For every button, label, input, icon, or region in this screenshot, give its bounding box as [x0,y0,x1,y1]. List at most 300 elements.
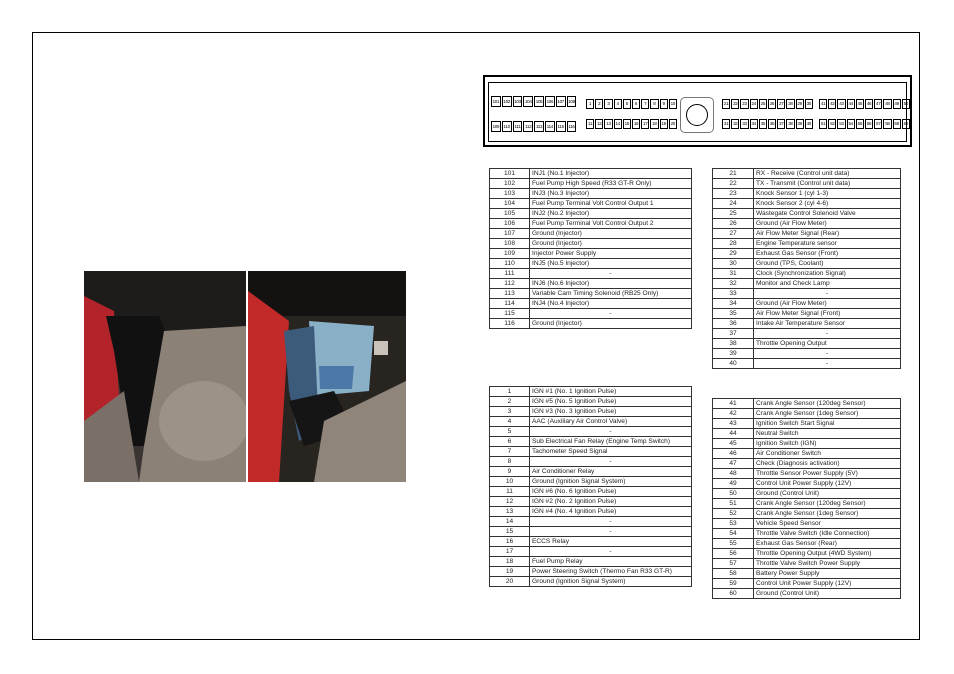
pin-number: 10 [490,477,530,487]
pin-description: ECCS Relay [530,537,692,547]
table-row [713,269,901,279]
table-row [713,359,901,369]
connector-pin: 3 [604,99,612,109]
table-row [713,519,901,529]
pin-number: 110 [490,259,530,269]
connector-pin: 38 [786,119,794,129]
pin-number: 6 [490,437,530,447]
pin-row [722,99,813,109]
pin-number: 26 [713,219,754,229]
pin-number: 113 [490,289,530,299]
pin-description: Clock (Synchronization Signal) [754,269,901,279]
connector-pin: 25 [759,99,767,109]
connector-pin: 41 [819,99,827,109]
pin-description: Ground (Injector) [530,319,692,329]
pin-description: Crank Angle Sensor (120deg Sensor) [754,499,901,509]
pin-description: Air Flow Meter Signal (Front) [754,309,901,319]
connector-pin: 57 [874,119,882,129]
connector-pin: 20 [669,119,677,129]
pin-number: 50 [713,489,754,499]
table-row [713,439,901,449]
connector-pin: 35 [759,119,767,129]
pin-description: Crank Angle Sensor (1deg Sensor) [754,509,901,519]
pin-table-101-116 [489,168,692,329]
pin-row [819,119,910,129]
pin-description: Check (Diagnosis activation) [754,459,901,469]
table-row [490,239,692,249]
pin-number: 35 [713,309,754,319]
connector-pin: 53 [837,119,845,129]
table-row [713,469,901,479]
connector-pin: 16 [632,119,640,129]
connector-pin: 24 [750,99,758,109]
connector-pin: 47 [874,99,882,109]
pin-number: 55 [713,539,754,549]
pin-number: 19 [490,567,530,577]
pin-number: 109 [490,249,530,259]
table-row [490,457,692,467]
pin-description: Exhaust Gas Sensor (Rear) [754,539,901,549]
connector-pin: 101 [491,96,501,107]
connector-pin: 107 [556,96,566,107]
pin-description: Ground (Ignition Signal System) [530,477,692,487]
pin-description: IGN #6 (No. 6 Ignition Pulse) [530,487,692,497]
pin-description: Fuel Pump High Speed (R33 GT-R Only) [530,179,692,189]
pin-number: 105 [490,209,530,219]
connector-pin: 52 [828,119,836,129]
connector-pin: 8 [650,99,658,109]
pin-description: Air Conditioner Relay [530,467,692,477]
pin-description: IGN #1 (No. 1 Ignition Pulse) [530,387,692,397]
pin-row [586,119,677,129]
table-row [713,549,901,559]
table-row [490,319,692,329]
connector-pin: 19 [660,119,668,129]
pin-number: 40 [713,359,754,369]
table-row [713,189,901,199]
pin-description: INJ3 (No.3 Injector) [530,189,692,199]
connector-pin: 42 [828,99,836,109]
pin-description: Neutral Switch [754,429,901,439]
table-row [490,249,692,259]
table-row [713,569,901,579]
pin-description: Knock Sensor 2 (cyl 4-6) [754,199,901,209]
table-row [490,199,692,209]
pin-number: 58 [713,569,754,579]
pin-number: 112 [490,279,530,289]
pin-number: 12 [490,497,530,507]
connector-pin: 103 [513,96,523,107]
connector-pin: 6 [632,99,640,109]
pin-description: Throttle Opening Output [754,339,901,349]
pin-row [722,119,813,129]
table-row [713,259,901,269]
table-row [713,499,901,509]
connector-pin: 105 [534,96,544,107]
table-row [490,417,692,427]
table-row [713,429,901,439]
pin-description: TX - Transmit (Control unit data) [754,179,901,189]
pin-description: INJ6 (No.6 Injector) [530,279,692,289]
pin-number: 14 [490,517,530,527]
pin-number: 54 [713,529,754,539]
table-row [713,419,901,429]
pin-number: 38 [713,339,754,349]
connector-pin: 32 [731,119,739,129]
table-row [490,557,692,567]
pin-number: 45 [713,439,754,449]
connector-pin: 46 [865,99,873,109]
table-row [490,477,692,487]
table-row [713,559,901,569]
connector-pin: 33 [740,119,748,129]
connector-pin: 45 [856,99,864,109]
pin-description: Exhaust Gas Sensor (Front) [754,249,901,259]
table-row [713,349,901,359]
pin-description: Throttle Sensor Power Supply (5V) [754,469,901,479]
pin-description: Vehicle Speed Sensor [754,519,901,529]
pin-number: 37 [713,329,754,339]
pin-description: Fuel Pump Terminal Volt Control Output 1 [530,199,692,209]
table-row [713,589,901,599]
pin-description: Air Flow Meter Signal (Rear) [754,229,901,239]
table-row [713,179,901,189]
connector-pin: 13 [604,119,612,129]
table-row [490,507,692,517]
connector-pin: 110 [502,121,512,132]
connector-pin: 109 [491,121,501,132]
pin-number: 17 [490,547,530,557]
connector-pin: 56 [865,119,873,129]
pin-description: - [754,329,901,339]
pin-description: - [530,547,692,557]
pin-number: 20 [490,577,530,587]
connector-pin: 113 [534,121,544,132]
table-row [490,437,692,447]
connector-pin: 114 [545,121,555,132]
table-row [713,489,901,499]
pin-number: 60 [713,589,754,599]
table-row [490,497,692,507]
pin-number: 116 [490,319,530,329]
connector-pin: 50 [902,99,910,109]
table-row [713,579,901,589]
connector-pin: 34 [750,119,758,129]
pin-description: Ground (Injector) [530,229,692,239]
connector-pin: 26 [768,99,776,109]
connector-pin: 54 [847,119,855,129]
table-row [490,209,692,219]
pin-description: Crank Angle Sensor (1deg Sensor) [754,409,901,419]
table-row [490,487,692,497]
pin-description: - [530,527,692,537]
pin-number: 104 [490,199,530,209]
connector-pin: 27 [777,99,785,109]
connector-pin: 44 [847,99,855,109]
table-row [490,547,692,557]
pin-description: Power Steering Switch (Thermo Fan R33 GT-R) [530,567,692,577]
table-row [490,219,692,229]
pin-number: 49 [713,479,754,489]
table-row [490,567,692,577]
table-row [713,449,901,459]
pin-description: - [530,517,692,527]
connector-pin: 31 [722,119,730,129]
pin-number: 42 [713,409,754,419]
connector-pin: 112 [523,121,533,132]
connector-pin: 37 [777,119,785,129]
table-row [713,239,901,249]
table-row [713,539,901,549]
pin-description: - [754,349,901,359]
table-row [713,339,901,349]
pin-number: 41 [713,399,754,409]
pin-description: Tachometer Speed Signal [530,447,692,457]
table-row [713,209,901,219]
pin-number: 111 [490,269,530,279]
pin-number: 44 [713,429,754,439]
pin-description: Ground (Ignition Signal System) [530,577,692,587]
connector-pin: 12 [595,119,603,129]
pin-number: 29 [713,249,754,259]
pin-number: 1 [490,387,530,397]
pin-number: 47 [713,459,754,469]
connector-bolt-icon [686,104,708,126]
pin-description: AAC (Auxiliary Air Control Valve) [530,417,692,427]
pin-description: INJ1 (No.1 Injector) [530,169,692,179]
pin-description: - [530,457,692,467]
pin-row [819,99,910,109]
connector-pin: 14 [614,119,622,129]
pin-number: 53 [713,519,754,529]
table-row [713,479,901,489]
table-row [490,537,692,547]
pin-number: 36 [713,319,754,329]
pin-description: IGN #2 (No. 2 Ignition Pulse) [530,497,692,507]
pin-number: 7 [490,447,530,457]
pin-description: Ignition Switch (IGN) [754,439,901,449]
pin-number: 15 [490,527,530,537]
pin-number: 43 [713,419,754,429]
pin-description: Injector Power Supply [530,249,692,259]
pin-row [586,99,677,109]
pin-description: Ground (Air Flow Meter) [754,299,901,309]
pin-description: INJ4 (No.4 Injector) [530,299,692,309]
pin-number: 115 [490,309,530,319]
pin-number: 16 [490,537,530,547]
pin-number: 8 [490,457,530,467]
pin-number: 106 [490,219,530,229]
connector-pin: 55 [856,119,864,129]
pin-description: RX - Receive (Control unit data) [754,169,901,179]
table-row [490,309,692,319]
table-row [713,249,901,259]
table-row [490,407,692,417]
connector-pin: 49 [893,99,901,109]
pin-number: 102 [490,179,530,189]
table-row [713,169,901,179]
connector-pin: 15 [623,119,631,129]
pin-description: INJ2 (No.2 Injector) [530,209,692,219]
connector-pin: 106 [545,96,555,107]
table-row [713,509,901,519]
pin-table-21-40 [712,168,901,369]
pin-description: - [754,359,901,369]
pin-description: Ground (Injector) [530,239,692,249]
pin-number: 24 [713,199,754,209]
ecu-location-photo [84,271,406,482]
pin-description: INJ5 (No.5 Injector) [530,259,692,269]
connector-pin: 17 [641,119,649,129]
pin-number: 59 [713,579,754,589]
pin-description: Throttle Opening Output (4WD System) [754,549,901,559]
pin-number: 2 [490,397,530,407]
pin-description: - [754,289,901,299]
connector-pin: 29 [796,99,804,109]
table-row [490,289,692,299]
connector-pin: 40 [805,119,813,129]
pin-description: Fuel Pump Terminal Volt Control Output 2 [530,219,692,229]
pin-number: 108 [490,239,530,249]
pin-description: Control Unit Power Supply (12V) [754,479,901,489]
pin-number: 56 [713,549,754,559]
pin-number: 18 [490,557,530,567]
connector-pin: 104 [523,96,533,107]
connector-pin: 5 [623,99,631,109]
pin-number: 22 [713,179,754,189]
pin-number: 28 [713,239,754,249]
pin-number: 32 [713,279,754,289]
table-row [490,527,692,537]
pin-number: 39 [713,349,754,359]
pin-description: Sub Electrical Fan Relay (Engine Temp Switch) [530,437,692,447]
ecu-connector-diagram [483,75,912,147]
connector-pin: 48 [883,99,891,109]
pin-description: Intake Air Temperature Sensor [754,319,901,329]
pin-description: Throttle Valve Switch (Idle Connection) [754,529,901,539]
pin-number: 30 [713,259,754,269]
pin-number: 3 [490,407,530,417]
connector-pin: 2 [595,99,603,109]
pin-description: Throttle Valve Switch Power Supply [754,559,901,569]
table-row [713,299,901,309]
pin-number: 11 [490,487,530,497]
connector-pin: 7 [641,99,649,109]
pin-row [491,96,576,107]
pin-description: IGN #3 (No. 3 Ignition Pulse) [530,407,692,417]
pin-description: Ground (Air Flow Meter) [754,219,901,229]
table-row [713,409,901,419]
table-row [490,279,692,289]
pin-number: 57 [713,559,754,569]
table-row [490,577,692,587]
table-row [490,447,692,457]
table-row [713,529,901,539]
table-row [490,517,692,527]
connector-pin: 21 [722,99,730,109]
pin-number: 9 [490,467,530,477]
pin-description: - [530,309,692,319]
pin-number: 23 [713,189,754,199]
pin-number: 114 [490,299,530,309]
connector-pin: 51 [819,119,827,129]
pin-description: Engine Temperature sensor [754,239,901,249]
connector-pin: 30 [805,99,813,109]
pin-description: IGN #4 (No. 4 Ignition Pulse) [530,507,692,517]
connector-pin: 22 [731,99,739,109]
table-row [490,427,692,437]
pin-description: Fuel Pump Relay [530,557,692,567]
table-row [713,279,901,289]
pin-description: - [530,269,692,279]
table-row [490,269,692,279]
table-row [490,169,692,179]
table-row [713,219,901,229]
pin-number: 27 [713,229,754,239]
pin-description: Monitor and Check Lamp [754,279,901,289]
pin-table-1-20 [489,386,692,587]
connector-pin: 43 [837,99,845,109]
table-row [490,229,692,239]
pin-description: Control Unit Power Supply (12V) [754,579,901,589]
table-row [490,179,692,189]
pin-description: - [530,427,692,437]
connector-pin: 4 [614,99,622,109]
pin-number: 4 [490,417,530,427]
pin-number: 5 [490,427,530,437]
pin-number: 31 [713,269,754,279]
connector-pin: 102 [502,96,512,107]
connector-pin: 111 [513,121,523,132]
pin-number: 107 [490,229,530,239]
table-row [490,259,692,269]
pin-description: Ignition Switch Start Signal [754,419,901,429]
table-row [713,309,901,319]
table-row [713,229,901,239]
table-row [713,399,901,409]
connector-pin: 28 [786,99,794,109]
table-row [713,329,901,339]
pin-number: 51 [713,499,754,509]
pin-description: Crank Angle Sensor (120deg Sensor) [754,399,901,409]
pin-number: 101 [490,169,530,179]
pin-description: Air Conditioner Switch [754,449,901,459]
pin-number: 25 [713,209,754,219]
table-row [490,299,692,309]
connector-pin: 11 [586,119,594,129]
connector-pin: 115 [556,121,566,132]
connector-pin: 9 [660,99,668,109]
table-row [490,397,692,407]
pin-number: 52 [713,509,754,519]
pin-description: Ground (TPS, Coolant) [754,259,901,269]
pin-number: 33 [713,289,754,299]
table-row [713,289,901,299]
connector-body [488,82,907,142]
table-row [490,189,692,199]
pin-number: 48 [713,469,754,479]
connector-pin: 60 [902,119,910,129]
table-row [713,459,901,469]
connector-pin: 39 [796,119,804,129]
pin-description: Wastegate Control Solenoid Valve [754,209,901,219]
table-row [713,319,901,329]
connector-pin: 1 [586,99,594,109]
pin-number: 103 [490,189,530,199]
connector-pin: 108 [567,96,577,107]
table-row [490,467,692,477]
pin-number: 21 [713,169,754,179]
